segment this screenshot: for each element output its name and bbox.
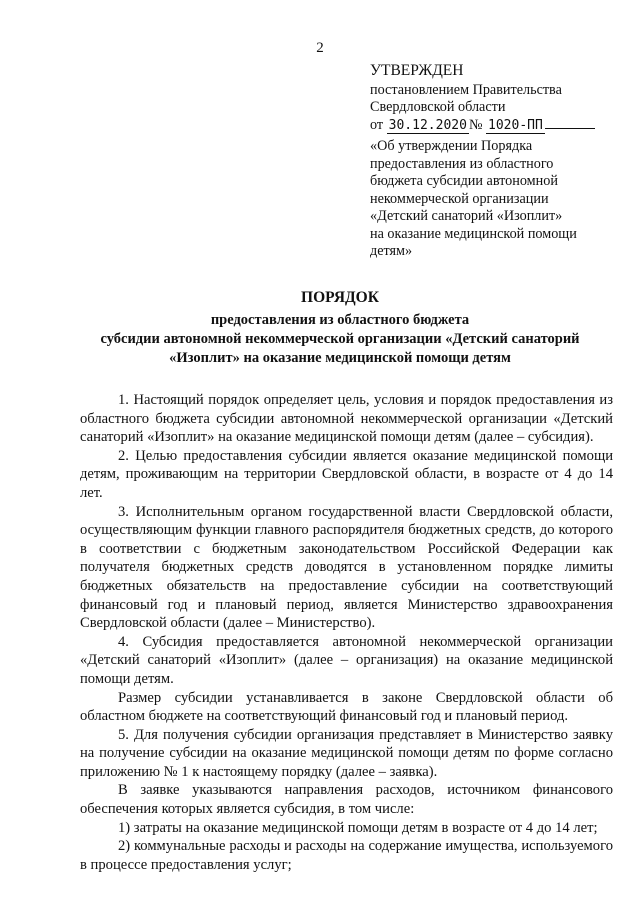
page-number: 2 [316,40,324,56]
paragraph: Размер субсидии устанавливается в законе Свердловской области об областном бюджете на соответствующий финансовый год и плановый период. [80,689,613,725]
paragraph: 2. Целью предоставления субсидии является оказание медицинской помощи детям, проживающим на территории Свердловской области, в возрасте от 4 до 14 лет. [80,447,613,501]
paragraph: 1) затраты на оказание медицинской помощи детям в возрасте от 4 до 14 лет; [118,819,598,836]
paragraph: 4. Субсидия предоставляется автономной некоммерческой организации «Детский санаторий «Изоплит» (далее – организация) на оказание медицинской помощи детям. [80,633,613,687]
reference-line: «Детский санаторий «Изоплит» [370,208,563,224]
reference-line: на оказание медицинской помощи [370,225,577,242]
approval-line: Свердловской области [370,99,506,115]
date-prefix: от [370,116,384,133]
approval-number: 1020-ПП [488,117,543,133]
reference-line: предоставления из областного [370,155,554,172]
document-body [80,391,613,874]
paragraph: 5. Для получения субсидии организация представляет в Министерство заявку на получение субсидии на оказание медицинской помощи детям по форме согласно приложению № 1 к настоящему порядку (далее – заявка). [80,726,613,780]
reference-line: некоммерческой организации [370,190,549,207]
number-prefix: № [468,116,483,133]
underline-fill [545,128,595,129]
approval-reference [370,138,620,261]
reference-line: детям» [370,243,413,259]
heading-title: ПОРЯДОК [301,289,379,306]
approval-date-line [370,117,620,135]
heading-line: «Изоплит» на оказание медицинской помощи детям [169,350,511,366]
approval-line: постановлением Правительства [370,81,562,98]
heading-line: субсидии автономной некоммерческой организации «Детский санаторий [100,331,580,347]
reference-line: «Об утверждении Порядка [370,138,533,154]
heading-line: предоставления из областного бюджета [210,312,470,328]
paragraph: В заявке указываются направления расходов, источником финансового обеспечения которых является субсидия, в том числе: [80,782,613,818]
document-heading [90,288,590,368]
paragraph: 2) коммунальные расходы и расходы на содержание имущества, используемого в процессе предоставления услуг; [80,838,613,873]
reference-line: бюджета субсидии автономной [370,173,558,189]
paragraph: 1. Настоящий порядок определяет цель, условия и порядок предоставления из областного бюджета субсидии автономной некоммерческой организации «Детский санаторий «Изоплит» на оказание медицинской помощи детям (далее – субсидия). [80,392,613,446]
approval-block [370,62,620,261]
approval-title: УТВЕРЖДЕН [370,62,464,79]
paragraph: 3. Исполнительным органом государственной власти Свердловской области, осуществляющим функции главного распорядителя бюджетных средств, до которого в соответствии с бюджетным законодательством Российской Федерации как получателя бюджетных средств доводятся в установленном порядке лимиты бюджетных обязательств на предоставление субсидии на соответствующий финансовый год и плановый период, является Министерство здравоохранения Свердловской области (далее – Министерство). [80,503,613,632]
approval-date: 30.12.2020 [388,117,467,133]
